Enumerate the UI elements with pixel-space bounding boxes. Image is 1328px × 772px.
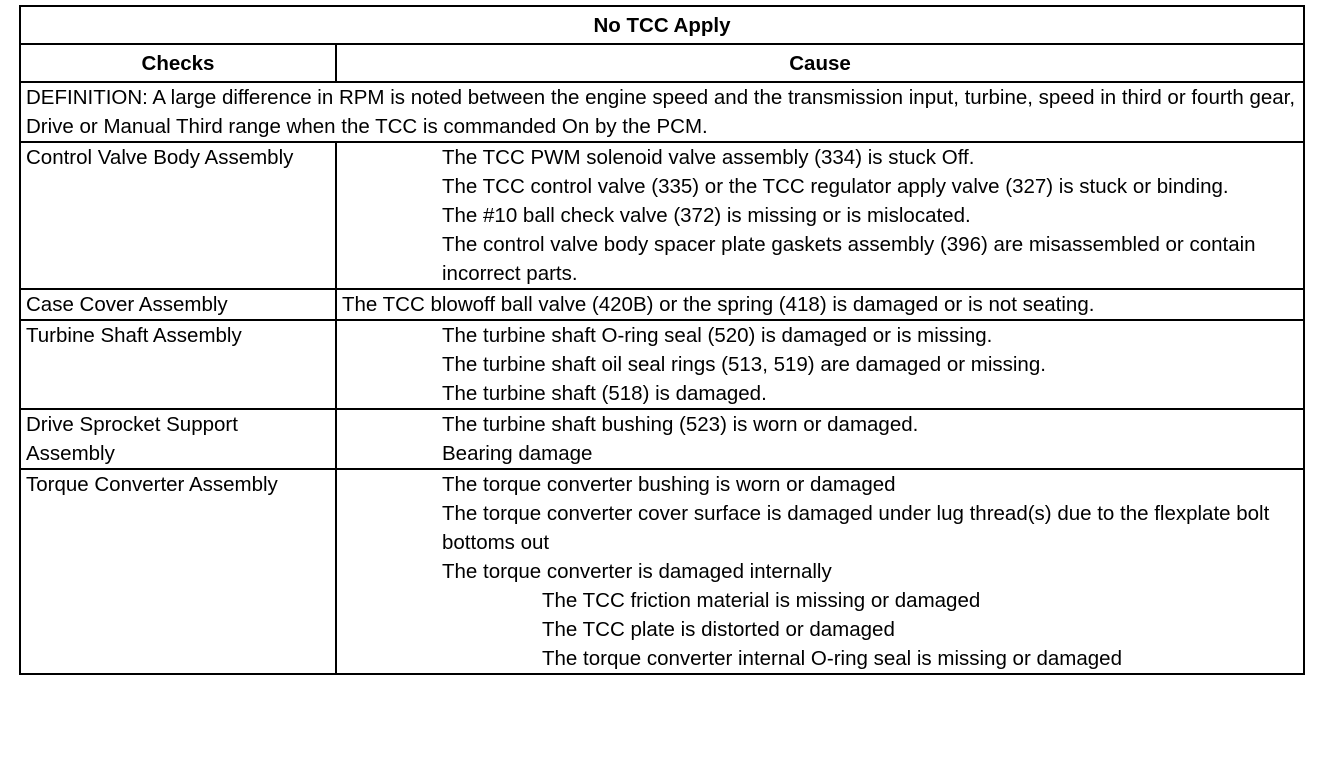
table-title: No TCC Apply xyxy=(20,6,1304,44)
cause-item: Bearing damage xyxy=(442,442,593,465)
cause-cell xyxy=(336,289,1304,320)
table-row xyxy=(20,142,1304,289)
subcause-item: The TCC friction material is missing or damaged xyxy=(542,589,981,612)
cause-item: The torque converter cover surface is damaged under lug thread(s) due to the flexplate bolt bottoms out xyxy=(442,502,1270,554)
cause-cell xyxy=(336,320,1304,409)
definition-row xyxy=(20,82,1304,142)
definition-text: DEFINITION: A large difference in RPM is noted between the engine speed and the transmission input, turbine, speed in third or fourth gear, Drive or Manual Third range when the TCC is commanded On by the PCM. xyxy=(20,82,1304,142)
table-row xyxy=(20,320,1304,409)
subcause-item: The torque converter internal O-ring seal is missing or damaged xyxy=(542,647,1122,670)
check-cell: Control Valve Body Assembly xyxy=(20,142,336,289)
header-row xyxy=(20,44,1304,82)
checks-header: Checks xyxy=(20,44,336,82)
diagnostic-table xyxy=(19,5,1305,675)
cause-item: The turbine shaft O-ring seal (520) is damaged or is missing. xyxy=(442,324,993,347)
check-cell: Torque Converter Assembly xyxy=(20,469,336,674)
cause-header: Cause xyxy=(336,44,1304,82)
check-cell: Drive Sprocket Support Assembly xyxy=(20,409,336,469)
cause-item: The TCC control valve (335) or the TCC regulator apply valve (327) is stuck or binding. xyxy=(442,175,1229,198)
cause-item: The torque converter bushing is worn or damaged xyxy=(442,473,896,496)
cause-item: The control valve body spacer plate gaskets assembly (396) are misassembled or contain incorrect parts. xyxy=(442,233,1256,285)
cause-cell xyxy=(336,142,1304,289)
cause-item: The #10 ball check valve (372) is missing or is mislocated. xyxy=(442,204,971,227)
cause-item: The turbine shaft bushing (523) is worn or damaged. xyxy=(442,413,919,436)
check-cell: Turbine Shaft Assembly xyxy=(20,320,336,409)
table-row xyxy=(20,469,1304,674)
table-row xyxy=(20,289,1304,320)
cause-item: The turbine shaft oil seal rings (513, 519) are damaged or missing. xyxy=(442,353,1046,376)
cause-cell xyxy=(336,409,1304,469)
cause-cell xyxy=(336,469,1304,674)
table-row xyxy=(20,409,1304,469)
cause-item: The torque converter is damaged internally xyxy=(442,560,832,583)
check-cell: Case Cover Assembly xyxy=(20,289,336,320)
subcause-item: The TCC plate is distorted or damaged xyxy=(542,618,895,641)
cause-item: The TCC blowoff ball valve (420B) or the spring (418) is damaged or is not seating. xyxy=(342,293,1095,316)
cause-item: The TCC PWM solenoid valve assembly (334) is stuck Off. xyxy=(442,146,975,169)
cause-item: The turbine shaft (518) is damaged. xyxy=(442,382,767,405)
table-title-row xyxy=(20,6,1304,44)
